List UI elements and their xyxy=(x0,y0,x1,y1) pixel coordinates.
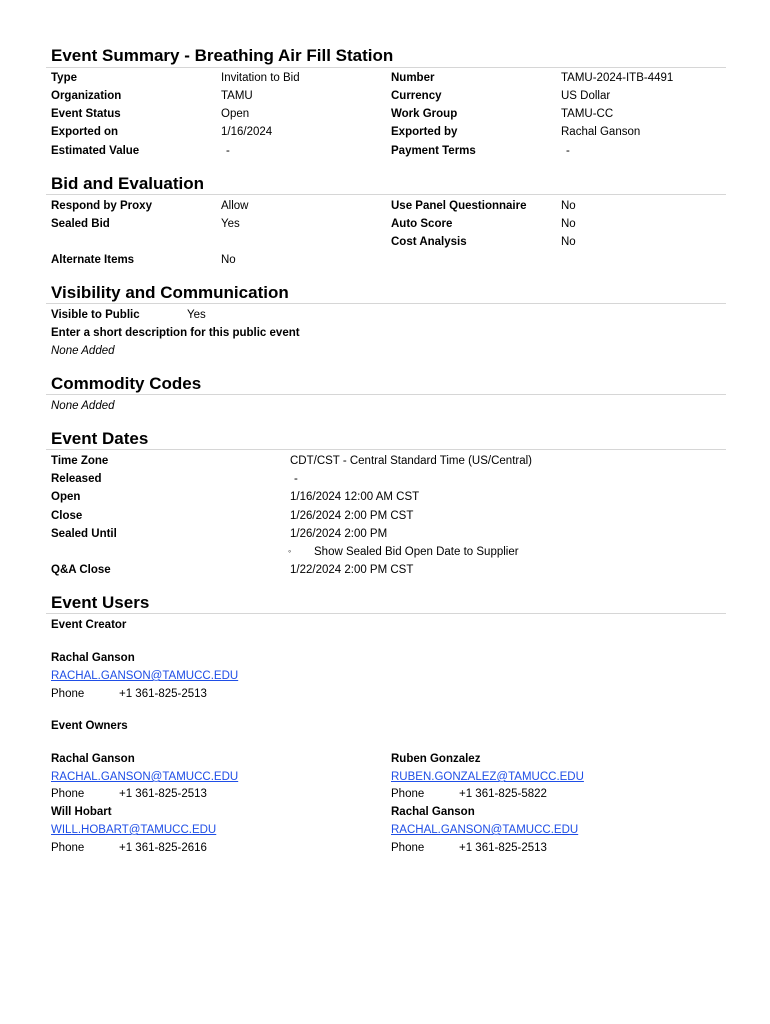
respond-by-proxy-value: Allow xyxy=(221,200,249,212)
event-status-value: Open xyxy=(221,108,250,120)
time-zone-label: Time Zone xyxy=(51,455,109,467)
respond-by-proxy-label: Respond by Proxy xyxy=(51,200,152,212)
section-divider xyxy=(46,449,726,450)
section-divider xyxy=(46,194,726,195)
sealed-bid-value: Yes xyxy=(221,218,240,230)
type-label: Type xyxy=(51,72,77,84)
commodity-codes-value: None Added xyxy=(51,400,115,412)
section-divider xyxy=(46,67,726,68)
payment-terms-value: - xyxy=(566,145,570,157)
sealed-until-value: 1/26/2024 2:00 PM xyxy=(290,528,388,540)
currency-value: US Dollar xyxy=(561,90,611,102)
number-label: Number xyxy=(391,72,435,84)
type-value: Invitation to Bid xyxy=(221,72,300,84)
organization-label: Organization xyxy=(51,90,122,102)
owner-phone-label: Phone xyxy=(51,788,85,800)
released-value: - xyxy=(294,473,298,485)
exported-on-value: 1/16/2024 xyxy=(221,126,273,138)
event-summary-heading: Event Summary - Breathing Air Fill Station xyxy=(51,46,394,65)
alternate-items-label: Alternate Items xyxy=(51,254,135,266)
currency-label: Currency xyxy=(391,90,442,102)
owner-phone-value: +1 361-825-2513 xyxy=(459,842,547,854)
owner-email-link[interactable]: RACHAL.GANSON@TAMUCC.EDU xyxy=(391,824,579,836)
estimated-value-label: Estimated Value xyxy=(51,145,140,157)
qa-close-value: 1/22/2024 2:00 PM CST xyxy=(290,564,414,576)
creator-phone-label: Phone xyxy=(51,688,85,700)
bullet-icon: ◦ xyxy=(288,546,292,556)
close-value: 1/26/2024 2:00 PM CST xyxy=(290,510,414,522)
close-label: Close xyxy=(51,510,83,522)
exported-by-value: Rachal Ganson xyxy=(561,126,641,138)
event-creator-heading: Event Creator xyxy=(51,619,127,631)
sealed-until-label: Sealed Until xyxy=(51,528,117,540)
number-value: TAMU-2024-ITB-4491 xyxy=(561,72,674,84)
owner-phone-value: +1 361-825-2513 xyxy=(119,788,207,800)
cost-analysis-label: Cost Analysis xyxy=(391,236,467,248)
use-panel-questionnaire-value: No xyxy=(561,200,576,212)
public-description-label: Enter a short description for this public event xyxy=(51,327,300,339)
visibility-heading: Visibility and Communication xyxy=(51,283,289,302)
estimated-value-value: - xyxy=(226,145,230,157)
section-divider xyxy=(46,394,726,395)
owner-email-link[interactable]: RUBEN.GONZALEZ@TAMUCC.EDU xyxy=(391,771,584,783)
open-label: Open xyxy=(51,491,81,503)
owner-email-link[interactable]: RACHAL.GANSON@TAMUCC.EDU xyxy=(51,771,239,783)
event-status-label: Event Status xyxy=(51,108,121,120)
work-group-value: TAMU-CC xyxy=(561,108,614,120)
bid-evaluation-heading: Bid and Evaluation xyxy=(51,174,205,193)
owner-name: Will Hobart xyxy=(51,806,112,818)
section-divider xyxy=(46,303,726,304)
exported-on-label: Exported on xyxy=(51,126,119,138)
time-zone-value: CDT/CST - Central Standard Time (US/Central) xyxy=(290,455,532,467)
owner-name: Ruben Gonzalez xyxy=(391,753,481,765)
open-value: 1/16/2024 12:00 AM CST xyxy=(290,491,420,503)
payment-terms-label: Payment Terms xyxy=(391,145,476,157)
auto-score-label: Auto Score xyxy=(391,218,453,230)
released-label: Released xyxy=(51,473,102,485)
qa-close-label: Q&A Close xyxy=(51,564,111,576)
creator-phone-value: +1 361-825-2513 xyxy=(119,688,207,700)
owner-name: Rachal Ganson xyxy=(51,753,135,765)
event-dates-heading: Event Dates xyxy=(51,429,149,448)
organization-value: TAMU xyxy=(221,90,253,102)
owner-phone-label: Phone xyxy=(391,788,425,800)
cost-analysis-value: No xyxy=(561,236,576,248)
commodity-codes-heading: Commodity Codes xyxy=(51,374,202,393)
alternate-items-value: No xyxy=(221,254,236,266)
visible-to-public-label: Visible to Public xyxy=(51,309,140,321)
auto-score-value: No xyxy=(561,218,576,230)
owner-phone-value: +1 361-825-5822 xyxy=(459,788,547,800)
creator-email-link[interactable]: RACHAL.GANSON@TAMUCC.EDU xyxy=(51,670,239,682)
event-users-heading: Event Users xyxy=(51,593,150,612)
public-description-value: None Added xyxy=(51,345,115,357)
owner-name: Rachal Ganson xyxy=(391,806,475,818)
work-group-label: Work Group xyxy=(391,108,458,120)
owner-phone-label: Phone xyxy=(391,842,425,854)
owner-phone-label: Phone xyxy=(51,842,85,854)
event-owners-heading: Event Owners xyxy=(51,720,128,732)
owner-email-link[interactable]: WILL.HOBART@TAMUCC.EDU xyxy=(51,824,217,836)
section-divider xyxy=(46,613,726,614)
creator-name: Rachal Ganson xyxy=(51,652,135,664)
exported-by-label: Exported by xyxy=(391,126,458,138)
owner-phone-value: +1 361-825-2616 xyxy=(119,842,207,854)
visible-to-public-value: Yes xyxy=(187,309,206,321)
show-sealed-bid-text: Show Sealed Bid Open Date to Supplier xyxy=(314,546,519,558)
sealed-bid-label: Sealed Bid xyxy=(51,218,110,230)
use-panel-questionnaire-label: Use Panel Questionnaire xyxy=(391,200,527,212)
